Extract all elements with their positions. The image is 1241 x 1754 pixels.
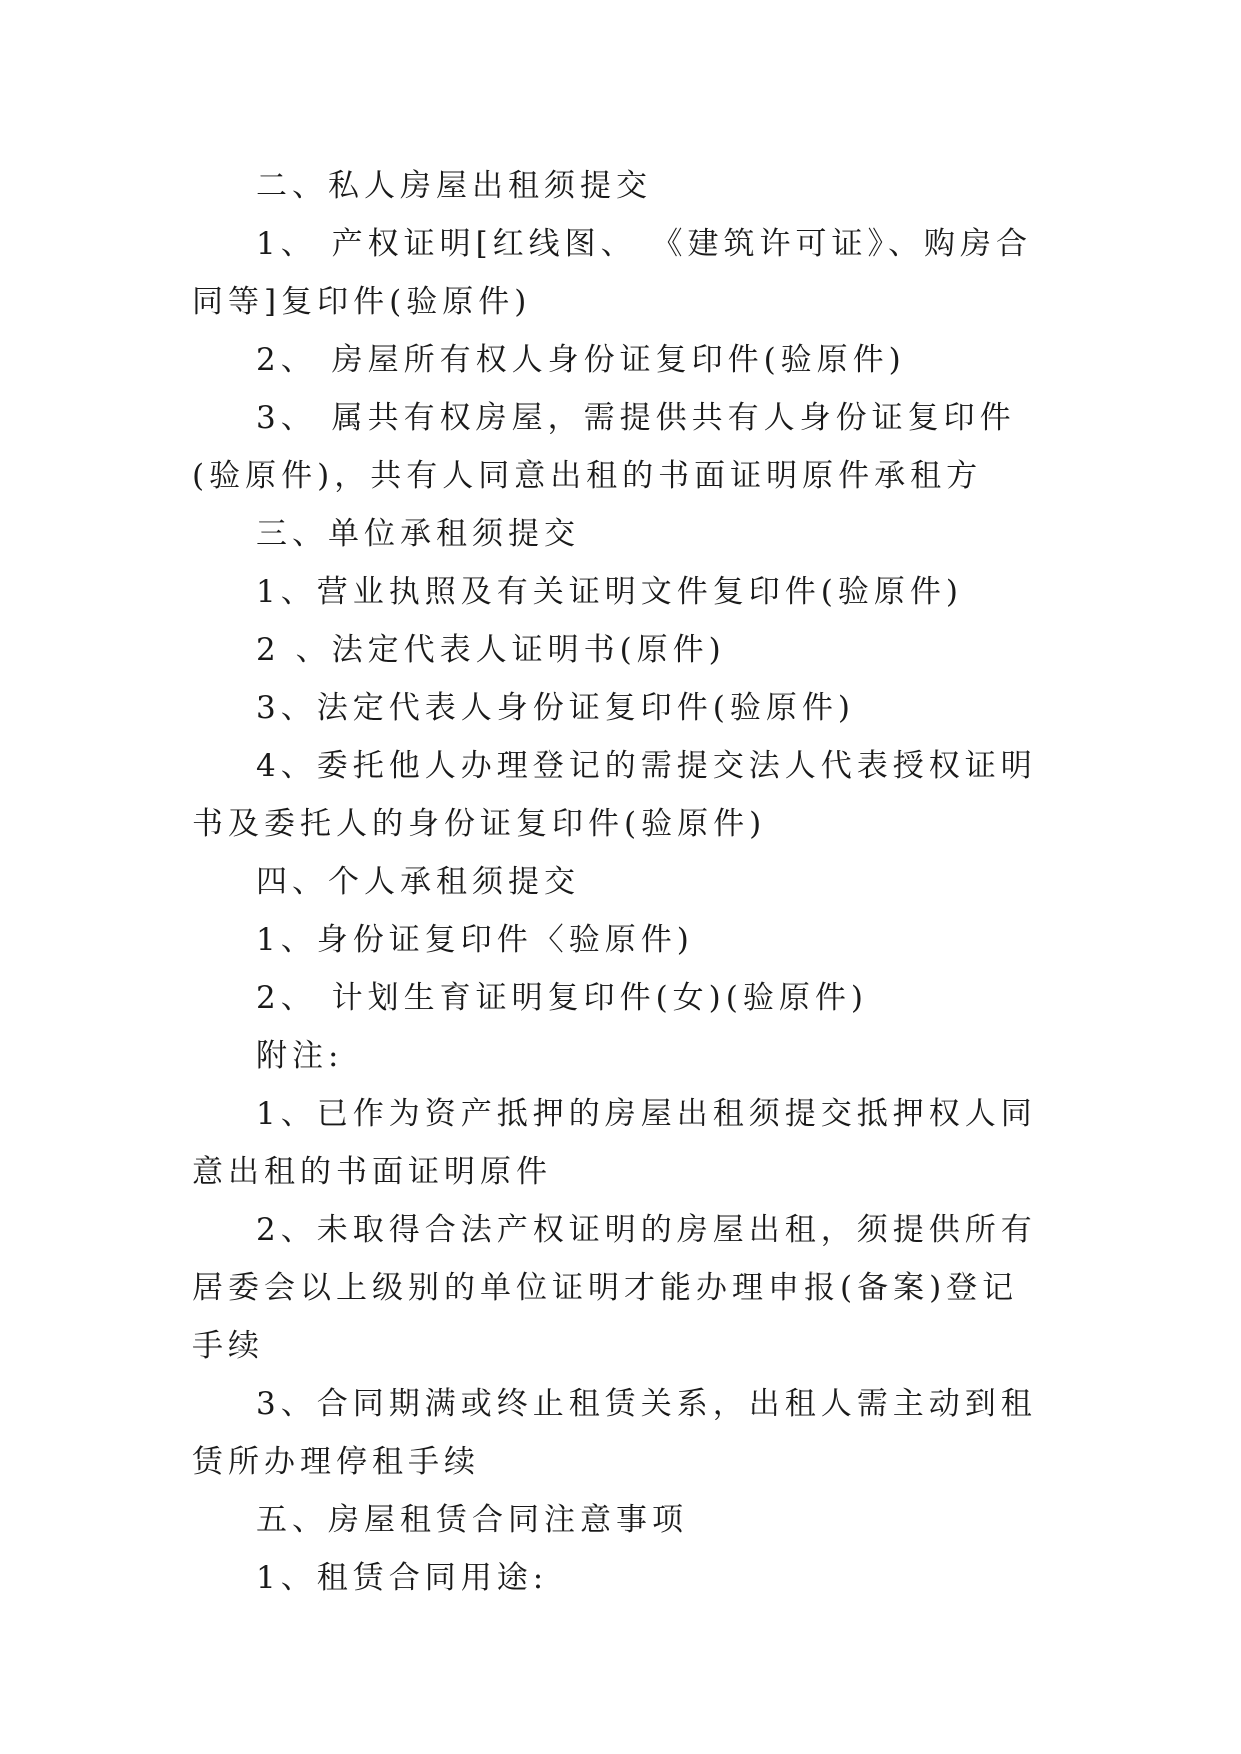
section-heading-contract-notes: 五、房屋租赁合同注意事项	[256, 1502, 688, 1538]
list-item: 2、 房屋所有权人身份证复印件(验原件)	[256, 342, 906, 378]
list-item: 1、租赁合同用途:	[256, 1560, 549, 1596]
list-item: 2、 计划生育证明复印件(女)(验原件)	[256, 980, 868, 1016]
document-body	[192, 157, 1052, 1607]
list-item: 3、 属共有权房屋，需提供共有人身份证复印件(验原件)，共有人同意出租的书面证明原件承租方	[192, 400, 1016, 494]
list-item: 2、未取得合法产权证明的房屋出租，须提供所有居委会以上级别的单位证明才能办理申报(备案)登记手续	[192, 1212, 1037, 1364]
section-heading-notes: 附注:	[256, 1038, 344, 1074]
list-item: 1、已作为资产抵押的房屋出租须提交抵押权人同意出租的书面证明原件	[192, 1096, 1037, 1190]
list-item: 4、委托他人办理登记的需提交法人代表授权证明书及委托人的身份证复印件(验原件)	[192, 748, 1037, 842]
section-heading-individual-tenant: 四、个人承租须提交	[256, 864, 580, 900]
list-item: 3、合同期满或终止租赁关系，出租人需主动到租赁所办理停租手续	[192, 1386, 1037, 1480]
section-heading-unit-tenant: 三、单位承租须提交	[256, 516, 580, 552]
section-heading-private-rental: 二、私人房屋出租须提交	[256, 168, 652, 204]
list-item: 2 、法定代表人证明书(原件)	[256, 632, 726, 668]
list-item: 1、身份证复印件〈验原件)	[256, 922, 694, 958]
list-item: 1、营业执照及有关证明文件复印件(验原件)	[256, 574, 963, 610]
list-item: 1、 产权证明[红线图、 《建筑许可证》、购房合同等]复印件(验原件)	[192, 226, 1033, 320]
list-item: 3、法定代表人身份证复印件(验原件)	[256, 690, 855, 726]
